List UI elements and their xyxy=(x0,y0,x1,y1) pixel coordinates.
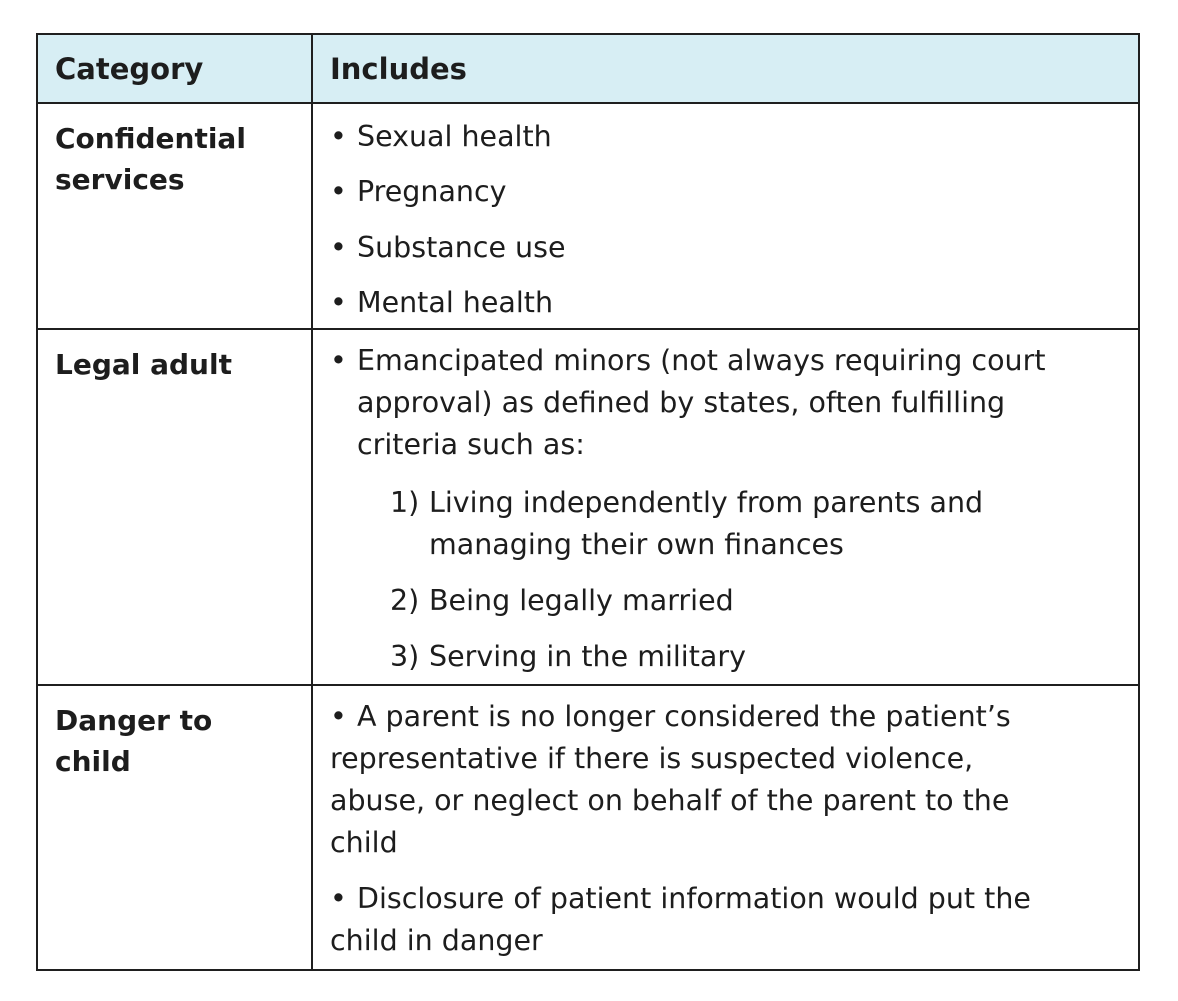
criteria-number: 1) xyxy=(390,486,420,519)
category-label xyxy=(55,118,300,200)
bullet-glyph: • xyxy=(330,344,347,377)
list-item: Sexual health xyxy=(357,120,552,153)
header-cell-includes xyxy=(313,35,1138,102)
criteria-line: Serving in the military xyxy=(429,640,746,673)
category-label-line: services xyxy=(55,163,185,196)
category-label-line: Confidential xyxy=(55,122,246,155)
table-row-legal-adult xyxy=(38,328,1138,686)
bullet-glyph: • xyxy=(330,175,347,208)
criteria-line: managing their own finances xyxy=(429,528,844,561)
category-cell xyxy=(38,104,313,330)
bullet-glyph: • xyxy=(330,700,347,733)
includes-cell xyxy=(313,686,1138,969)
list-item-line: approval) as defined by states, often fulfilling xyxy=(357,386,1006,419)
category-label-line: Legal adult xyxy=(55,348,232,381)
list-item: Pregnancy xyxy=(357,175,507,208)
list-item: Mental health xyxy=(357,286,554,319)
bullet-glyph: • xyxy=(330,231,347,264)
data-table xyxy=(36,33,1140,971)
table-header-row xyxy=(38,35,1138,102)
list-item-line: child in danger xyxy=(330,924,543,957)
includes-cell xyxy=(313,104,1138,330)
list-item-line: Emancipated minors (not always requiring court xyxy=(357,344,1046,377)
criteria-number: 3) xyxy=(390,640,420,673)
list-item-line: Disclosure of patient information would put the xyxy=(357,882,1031,915)
header-cell-category xyxy=(38,35,313,102)
table-row-danger-to-child xyxy=(38,684,1138,969)
category-label-line: child xyxy=(55,745,131,778)
list-item: Substance use xyxy=(357,231,566,264)
bullet-glyph: • xyxy=(330,120,347,153)
includes-cell xyxy=(313,330,1138,686)
criteria-number: 2) xyxy=(390,584,420,617)
category-cell xyxy=(38,330,313,686)
table-row-confidential-services xyxy=(38,102,1138,330)
criteria-line: Living independently from parents and xyxy=(429,486,984,519)
category-cell xyxy=(38,686,313,969)
category-label-line: Danger to xyxy=(55,704,213,737)
bullet-glyph: • xyxy=(330,286,347,319)
category-label xyxy=(55,700,300,782)
column-header-category: Category xyxy=(55,52,204,86)
criteria-line: Being legally married xyxy=(429,584,734,617)
list-item-line: child xyxy=(330,826,398,859)
list-item-line: A parent is no longer considered the patient’s xyxy=(357,700,1011,733)
bullet-glyph: • xyxy=(330,882,347,915)
list-item-line: abuse, or neglect on behalf of the parent to the xyxy=(330,784,1010,817)
column-header-includes: Includes xyxy=(330,52,467,86)
list-item-line: representative if there is suspected violence, xyxy=(330,742,974,775)
category-label xyxy=(55,344,300,385)
list-item-line: criteria such as: xyxy=(357,428,585,461)
